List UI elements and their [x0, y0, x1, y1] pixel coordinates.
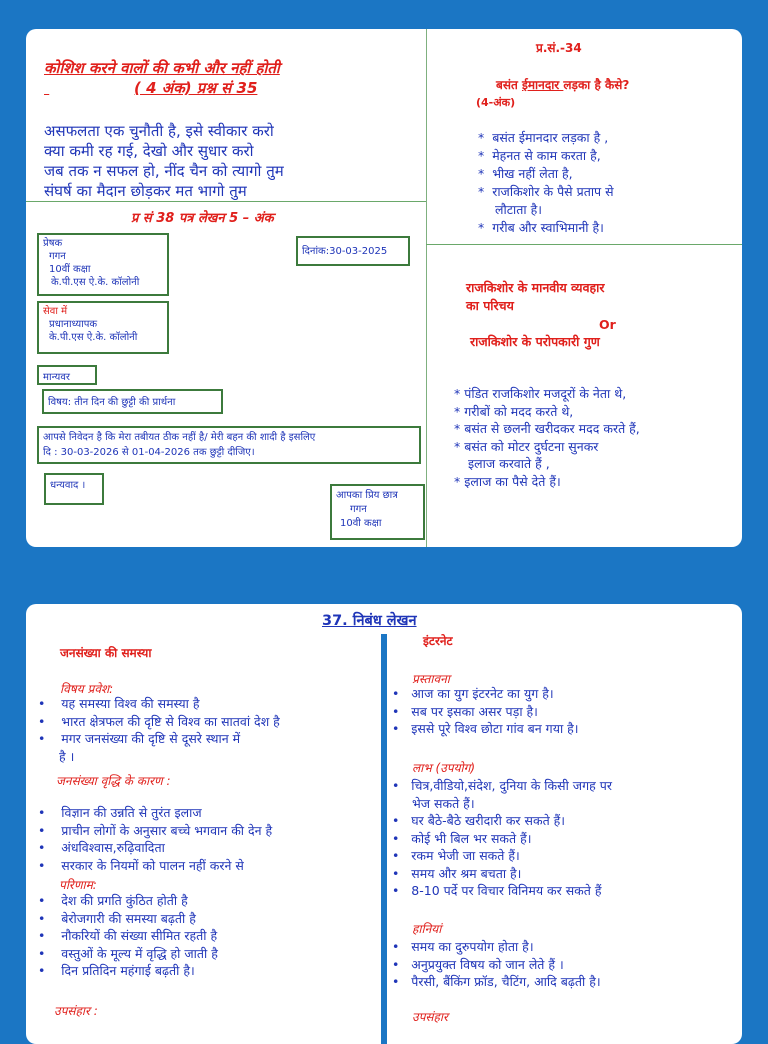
causes-heading: जनसंख्या वृद्धि के कारण : — [56, 774, 171, 788]
q34-number: प्र.सं.-34 — [536, 41, 582, 55]
sender-box — [37, 233, 169, 296]
rk-title-line1: राजकिशोर के मानवीय व्यवहार — [466, 280, 605, 295]
intro-point: • मगर जनसंख्या की दृष्टि से दूसरे स्थान में — [38, 731, 241, 746]
sender-address: के.पी.एस ऐ.के. कॉलोनी — [51, 277, 140, 288]
harm-point: • समय का दुरुपयोग होता है। — [392, 939, 534, 954]
essay-title: 37. निबंध लेखन — [322, 613, 417, 629]
right-conclusion-heading: उपसंहार — [412, 1010, 448, 1024]
column-divider — [381, 634, 387, 1044]
q34-suffix: लड़का है कैसे? — [563, 78, 630, 92]
receiver-address: के.पी.एस ऐ.के. कॉलोनी — [49, 332, 138, 343]
subject: विषय: तीन दिन की छुट्टी की प्रार्थना — [48, 397, 176, 408]
intro-point-cont: है । — [59, 748, 75, 764]
receiver-label: सेवा में — [43, 306, 68, 317]
result-point: • वस्तुओं के मूल्य में वृद्धि हो जाती है — [38, 945, 218, 961]
cause-point: • विज्ञान की उन्नति से तुरंत इलाज — [38, 805, 202, 820]
harm-point: • अनुप्रयुक्त विषय को जान लेते हैं । — [392, 956, 564, 972]
closing-line1: आपका प्रिय छात्र — [336, 490, 398, 501]
left-title: जनसंख्या की समस्या — [60, 646, 152, 660]
q34-point: * भीख नहीं लेता है, — [478, 166, 573, 181]
rk-point: * बसंत को मोटर दुर्घटना सुनकर — [454, 438, 599, 454]
rk-points — [454, 385, 640, 490]
date-box — [296, 236, 410, 266]
closing-box — [330, 484, 425, 540]
rk-point-cont: इलाज करवाते हैं , — [468, 456, 550, 471]
benefit-point: • घर बैठे-बैठे खरीदारी कर सकते हैं। — [392, 813, 566, 828]
result-list — [38, 892, 218, 980]
causes-list — [38, 804, 272, 874]
body-line1: आपसे निवेदन है कि मेरा तबीयत ठीक नहीं है/ मेरी बहन की शादी है इसलिए — [43, 432, 316, 443]
closing-line3: 10वी कक्षा — [340, 518, 382, 529]
q34-point: * गरीब और स्वाभिमानी है। — [478, 220, 604, 235]
sender-label: प्रेषक — [43, 238, 63, 249]
poem-marks: ( 4 अंक) प्रश्न सं 35 — [134, 79, 258, 97]
rk-point: * बसंत से छलनी खरीदकर मदद करते हैं, — [454, 421, 640, 436]
horizontal-divider-right — [426, 244, 742, 245]
q34-point: * मेहनत से काम करता है, — [478, 148, 601, 163]
cause-point: • सरकार के नियमों को पालन नहीं करने से — [38, 857, 244, 873]
receiver-title: प्रधानाध्यापक — [49, 319, 98, 330]
harm-list — [392, 938, 601, 991]
closing-line2: गगन — [350, 504, 367, 515]
pre-point: • इससे पूरे विश्व छोटा गांव बन गया है। — [392, 721, 579, 736]
poem-line: संघर्ष का मैदान छोड़कर मत भागो तुम — [44, 182, 247, 200]
q34-marks: (4-अंक) — [476, 96, 516, 109]
right-title: इंटरनेट — [423, 634, 453, 648]
body-line2: दि : 30-03-2026 से 01-04-2026 तक छुट्टी दीजिए। — [43, 447, 255, 458]
top-card — [26, 29, 742, 547]
benefit-point: • समय और श्रम बचता है। — [392, 865, 522, 881]
result-point: • दिन प्रतिदिन महंगाई बढ़ती है। — [38, 963, 195, 978]
cause-point: • अंधविश्वास,रुढ़िवादिता — [38, 840, 165, 855]
rk-title-alt: राजकिशोर के परोपकारी गुण — [470, 334, 600, 349]
thanks-box — [44, 473, 104, 505]
letter-heading: प्र सं 38 पत्र लेखन 5 – अंक — [131, 211, 274, 226]
subject-box — [42, 389, 223, 414]
rk-title — [466, 279, 605, 315]
salutation: मान्यवर — [43, 372, 70, 383]
vertical-divider — [426, 29, 427, 547]
q34-prefix: बसंत — [496, 78, 522, 92]
poem-block — [44, 121, 284, 201]
benefit-point: • चित्र,वीडियो,संदेश, दुनिया के किसी जगह पर — [392, 778, 612, 793]
rk-point: * इलाज का पैसे देते हैं। — [454, 473, 561, 489]
intro-point: • भारत क्षेत्रफल की दृष्टि से विश्व का सातवां देश है — [38, 713, 280, 729]
q34-question — [496, 76, 629, 93]
letter-date: दिनांक:30-03-2025 — [302, 246, 388, 257]
benefit-point: • रकम भेजी जा सकते हैं। — [392, 848, 520, 863]
rk-or: Or — [599, 317, 616, 332]
pre-heading: प्रस्तावना — [412, 672, 450, 686]
q34-point: * बसंत ईमानदार लड़का है , — [478, 130, 609, 145]
benefit-list — [392, 777, 612, 900]
result-point: • नौकरियों की संख्या सीमित रहती है — [38, 928, 218, 943]
poem-line: जब तक न सफल हो, नींद चैन को त्यागो तुम — [44, 162, 284, 180]
result-point: • बेरोजगारी की समस्या बढ़ती है — [38, 910, 196, 926]
rk-title-line2: का परिचय — [466, 298, 514, 313]
intro-point: • यह समस्या विश्व की समस्या है — [38, 696, 200, 711]
q34-underlined: ईमानदार — [521, 78, 564, 92]
pre-point: • आज का युग इंटरनेट का युग है। — [392, 686, 554, 701]
harm-point: • पैरसी, बैंकिंग फ्रॉड, चैटिंग, आदि बढ़ती है। — [392, 974, 601, 989]
benefit-point-cont: भेज सकते हैं। — [412, 795, 475, 811]
q34-points — [478, 129, 614, 237]
poem-heading-line1: कोशिश करने वालों की कभी और नहीं होती — [44, 59, 280, 77]
benefit-point: • कोई भी बिल भर सकते हैं। — [392, 830, 532, 846]
heading-underline-blank — [44, 79, 134, 97]
result-point: • देश की प्रगति कुंठित होती है — [38, 893, 188, 908]
rk-point: * पंडित राजकिशोर मजदूरों के नेता थे, — [454, 386, 627, 401]
poem-line: असफलता एक चुनौती है, इसे स्वीकार करो — [44, 122, 274, 140]
cause-point: • प्राचीन लोगों के अनुसार बच्चे भगवान की देन है — [38, 822, 273, 838]
conclusion-heading: उपसंहार : — [54, 1004, 98, 1018]
bottom-card — [26, 604, 742, 1044]
benefit-heading: लाभ (उपयोग) — [412, 761, 476, 775]
q34-point: * राजकिशोर के पैसे प्रताप से — [478, 184, 614, 199]
poem-line: क्या कमी रह गई, देखो और सुधार करो — [44, 142, 254, 160]
sender-class: 10वीं कक्षा — [49, 264, 91, 275]
horizontal-divider-left — [26, 201, 426, 202]
intro-heading: विषय प्रवेश: — [60, 682, 114, 696]
pre-list — [392, 685, 579, 738]
receiver-box — [37, 301, 169, 354]
result-heading: परिणाम: — [59, 878, 97, 892]
q34-point-cont: लौटाता है। — [495, 202, 542, 217]
pre-point: • सब पर इसका असर पड़ा है। — [392, 703, 538, 719]
benefit-point: • 8-10 पर्दे पर विचार विनिमय कर सकते हैं — [392, 883, 602, 898]
thanks: धन्यवाद । — [50, 480, 86, 491]
harm-heading: हानियां — [412, 922, 442, 936]
sender-name: गगन — [49, 251, 66, 262]
rk-point: * गरीबों को मदद करते थे, — [454, 403, 574, 419]
salutation-box — [37, 365, 97, 385]
intro-list — [38, 695, 280, 765]
poem-heading-line2 — [44, 78, 257, 98]
body-box — [37, 426, 421, 464]
